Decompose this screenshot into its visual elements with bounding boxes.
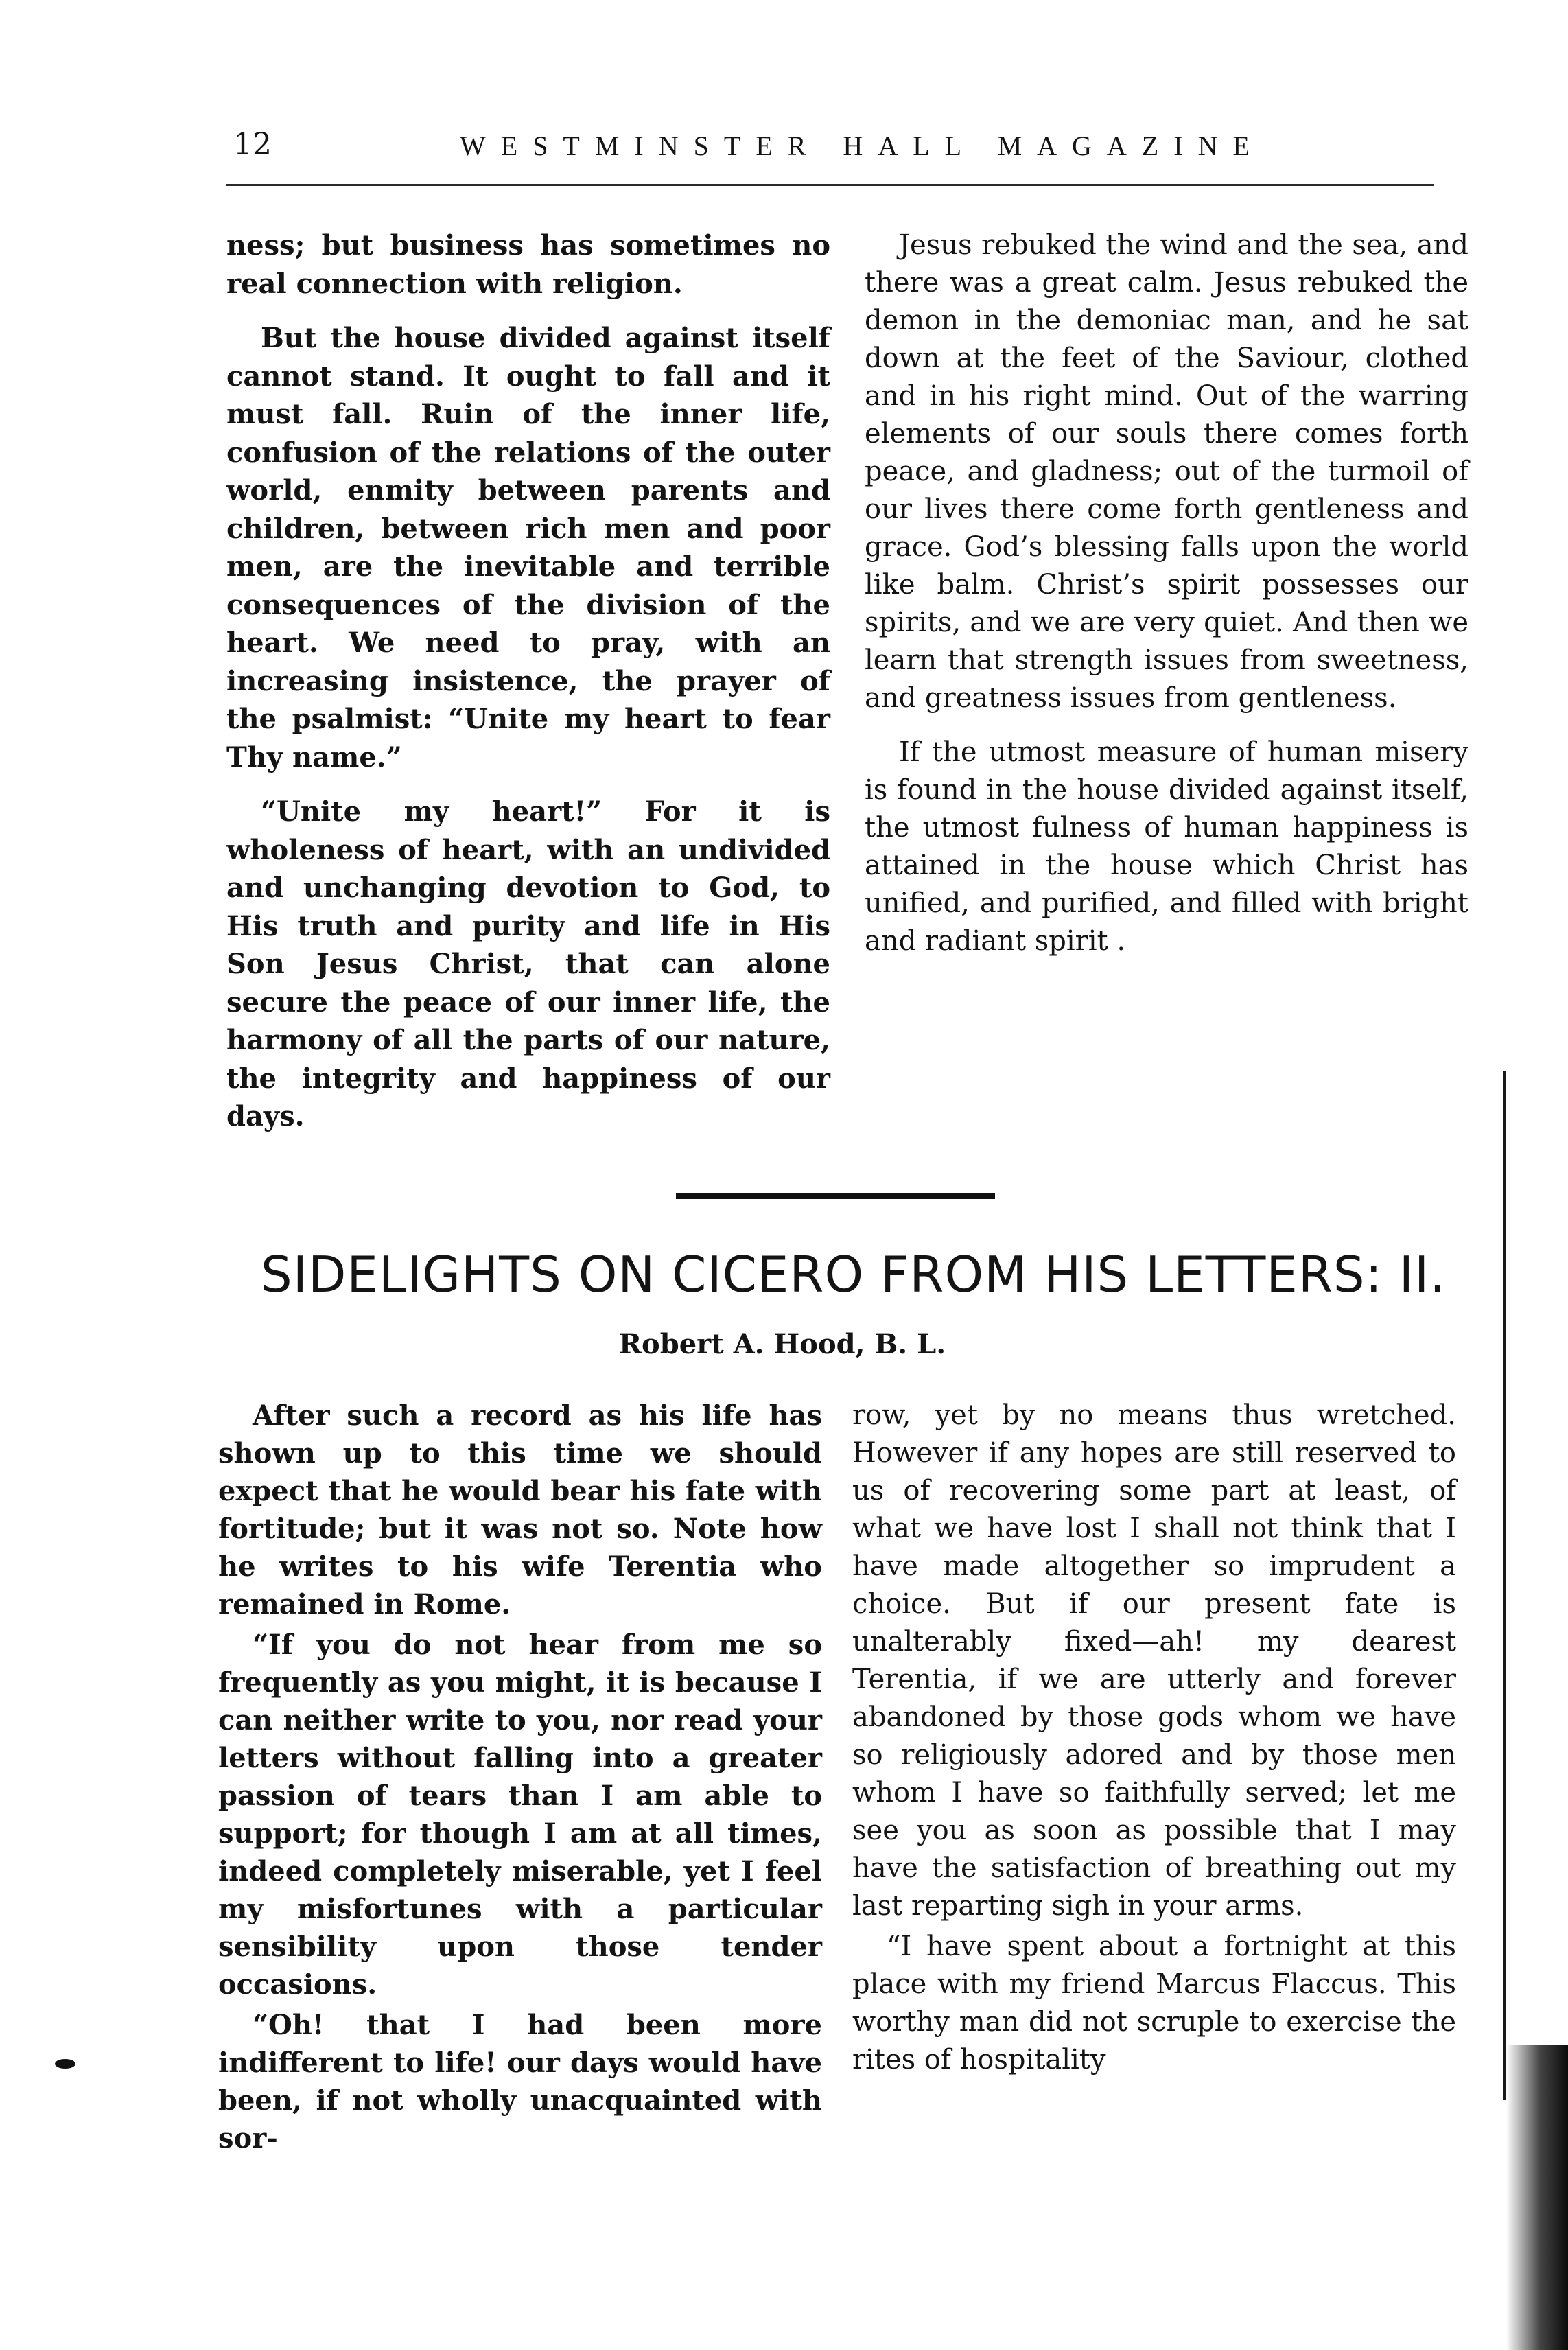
paragraph: “I have spent about a fortnight at this place with my friend Marcus Flaccus. This worthy man did not scruple to exercise the rites of hospitality [852, 1931, 1456, 2075]
paragraph: “If you do not hear from me so frequently as you might, it is because I can neither write to you, nor read your letters without falling into a greater passion of tears than I am able to support; for though I am at all times, indeed completely miserable, yet I feel my misfortunes with a particular sensibility upon those tender occasions. [218, 1629, 822, 2001]
paragraph: But the house divided against itself cannot stand. It ought to fall and it must fall. Ruin of the inner life, confusion of the relations of the outer world, enmity between parents and children, between rich men and poor men, are the inevitable and terrible consequences of the division of the heart. We need to pray, with an increasing insistence, the prayer of the psalmist: “Unite my heart to fear Thy name.” [226, 322, 830, 773]
paragraph: After such a record as his life has shown up to this time we should expect that he would bear his fate with fortitude; but it was not so. Note how he writes to his wife Terentia who remained in Rome. [218, 1399, 822, 1620]
top-left-column [226, 226, 830, 1152]
page-number: 12 [233, 127, 272, 162]
article-title: SIDELIGHTS ON CICERO FROM HIS LETTERS: II. [261, 1246, 1447, 1303]
running-title: WESTMINSTER HALL MAGAZINE [460, 130, 1265, 161]
page-edge-shadow [1506, 2045, 1568, 2350]
section-divider [676, 1193, 995, 1199]
margin-mark [55, 2059, 75, 2069]
header-rule [226, 184, 1434, 186]
bottom-left-column [218, 1397, 822, 2160]
page-edge-line [1503, 1071, 1506, 2100]
page-header [226, 127, 1441, 175]
paragraph: ness; but business has sometimes no real connection with religion. [226, 229, 830, 300]
paragraph: row, yet by no means thus wretched. However if any hopes are still reserved to us of recovering some part at least, of what we have lost I shall not think that I have made altogether so imprudent a choice. But if our present fate is unalterably fixed—ah! my dearest Terentia, if we are utterly and forever abandoned by those gods whom we have so religiously adored and by those men whom I have so faithfully served; let me see you as soon as possible that I may have the satisfaction of breathing out my last reparting sigh in your arms. [852, 1399, 1456, 1922]
paragraph: “Unite my heart!” For it is wholeness of heart, with an undivided and unchanging devotion to God, to His truth and purity and life in His Son Jesus Christ, that can alone secure the peace of our inner life, the harmony of all the parts of our nature, the integrity and happiness of our days. [226, 795, 830, 1132]
bottom-right-column [852, 1397, 1456, 2082]
paragraph: Jesus rebuked the wind and the sea, and there was a great calm. Jesus rebuked the demon in the demoniac man, and he sat down at the feet of the Saviour, clothed and in his right mind. Out of the warring elements of our souls there comes forth peace, and gladness; out of the turmoil of our lives there come forth gentleness and grace. God’s blessing falls upon the world like balm. Christ’s spirit possesses our spirits, and we are very quiet. And then we learn that strength issues from sweetness, and greatness issues from gentleness. [865, 229, 1468, 714]
paragraph: If the utmost measure of human misery is found in the house divided against itself, the utmost fulness of human happiness is attained in the house which Christ has unified, and purified, and filled with bright and radiant spirit . [865, 736, 1468, 957]
paragraph: “Oh! that I had been more indifferent to life! our days would have been, if not wholly unacquainted with sor- [218, 2009, 822, 2154]
top-right-column [865, 226, 1468, 977]
article-byline: Robert A. Hood, B. L. [618, 1328, 946, 1360]
